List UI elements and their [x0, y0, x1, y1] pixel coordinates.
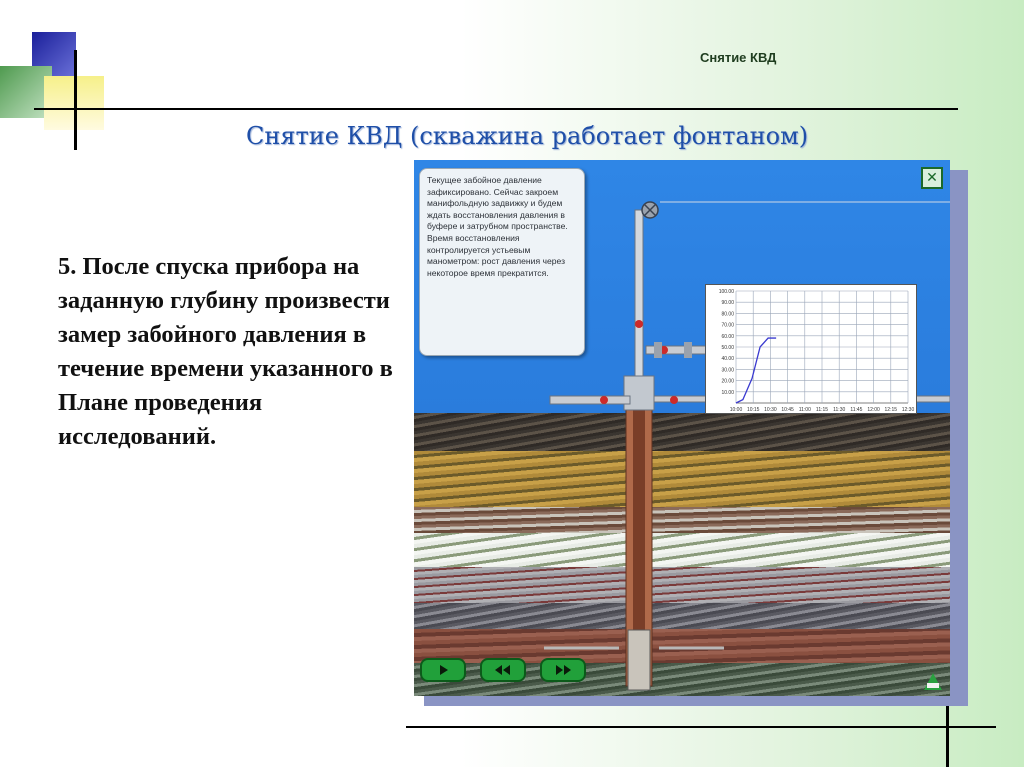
logo-icon — [923, 672, 943, 692]
chart-x-tick-label: 10:00 — [729, 407, 743, 413]
instruction-tooltip: Текущее забойное давление зафиксировано. Сейчас закроем манифольдную задвижку и будем ждать восстановления давления в буфере и затрубном пространстве. Время восстановления контролируется устьевым манометром: рост давления через некоторое время прекратится. — [419, 168, 585, 356]
chart-x-tick-label: 10:30 — [764, 407, 777, 413]
chart-x-tick-label: 10:45 — [781, 407, 794, 413]
chart-y-tick-label: 70.00 — [721, 322, 734, 329]
downhole-tool — [628, 630, 650, 690]
chart-y-tick-label: 40.00 — [721, 356, 734, 363]
chart-y-tick-label: 10.00 — [721, 389, 734, 396]
wellhead-pipe — [635, 210, 643, 400]
chart-y-tick-label: 100.00 — [718, 289, 734, 295]
header-small-title: Снятие КВД — [700, 50, 777, 65]
pressure-chart — [705, 284, 917, 414]
play-button[interactable] — [420, 658, 466, 682]
valve-red-3-icon — [600, 396, 608, 404]
well-simulation-window[interactable] — [414, 160, 950, 696]
chart-y-tick-label: 30.00 — [721, 367, 734, 374]
wellhead-left-pipe — [550, 396, 630, 404]
chart-x-tick-label: 12:00 — [867, 407, 880, 413]
valve-red-1-icon — [635, 320, 643, 328]
close-icon: ✕ — [926, 170, 938, 186]
step-instruction-text: 5. После спуска прибора на заданную глубину произвести замер забойного давления в течение времени указанного в Плане проведения исследований. — [58, 253, 393, 450]
chart-x-tick-label: 12:30 — [901, 407, 915, 413]
fast-forward-icon — [542, 660, 584, 680]
decor-line-bottom-vertical — [946, 700, 949, 767]
chart-x-tick-label: 12:15 — [884, 407, 898, 413]
chart-y-tick-label: 60.00 — [721, 333, 734, 340]
chart-x-tick-label: 11:45 — [850, 407, 863, 413]
chart-x-tick-label: 10:15 — [746, 407, 760, 413]
chart-x-tick-label: 11:15 — [815, 407, 829, 413]
fast-forward-button[interactable] — [540, 658, 586, 682]
chart-y-tick-label: 90.00 — [721, 300, 734, 307]
decor-line-vertical — [74, 50, 77, 150]
valve-red-4-icon — [670, 396, 678, 404]
rewind-icon — [482, 660, 524, 680]
wellhead-base — [624, 376, 654, 410]
well-tubing — [633, 410, 645, 660]
decor-line-horizontal — [34, 108, 958, 110]
decor-line-bottom-horizontal — [406, 726, 996, 728]
chart-y-tick-label: 50.00 — [721, 345, 734, 351]
pressure-chart-svg — [706, 285, 916, 413]
play-icon — [422, 660, 464, 680]
close-button[interactable] — [921, 167, 943, 189]
slide-title: Снятие КВД (скважина работает фонтаном) — [246, 122, 809, 150]
chart-y-tick-label: 20.00 — [721, 378, 734, 385]
rewind-button[interactable] — [480, 658, 526, 682]
chart-x-tick-label: 11:00 — [798, 407, 811, 413]
chart-x-tick-label: 11:30 — [833, 407, 846, 413]
chart-y-tick-label: 80.00 — [721, 311, 734, 318]
